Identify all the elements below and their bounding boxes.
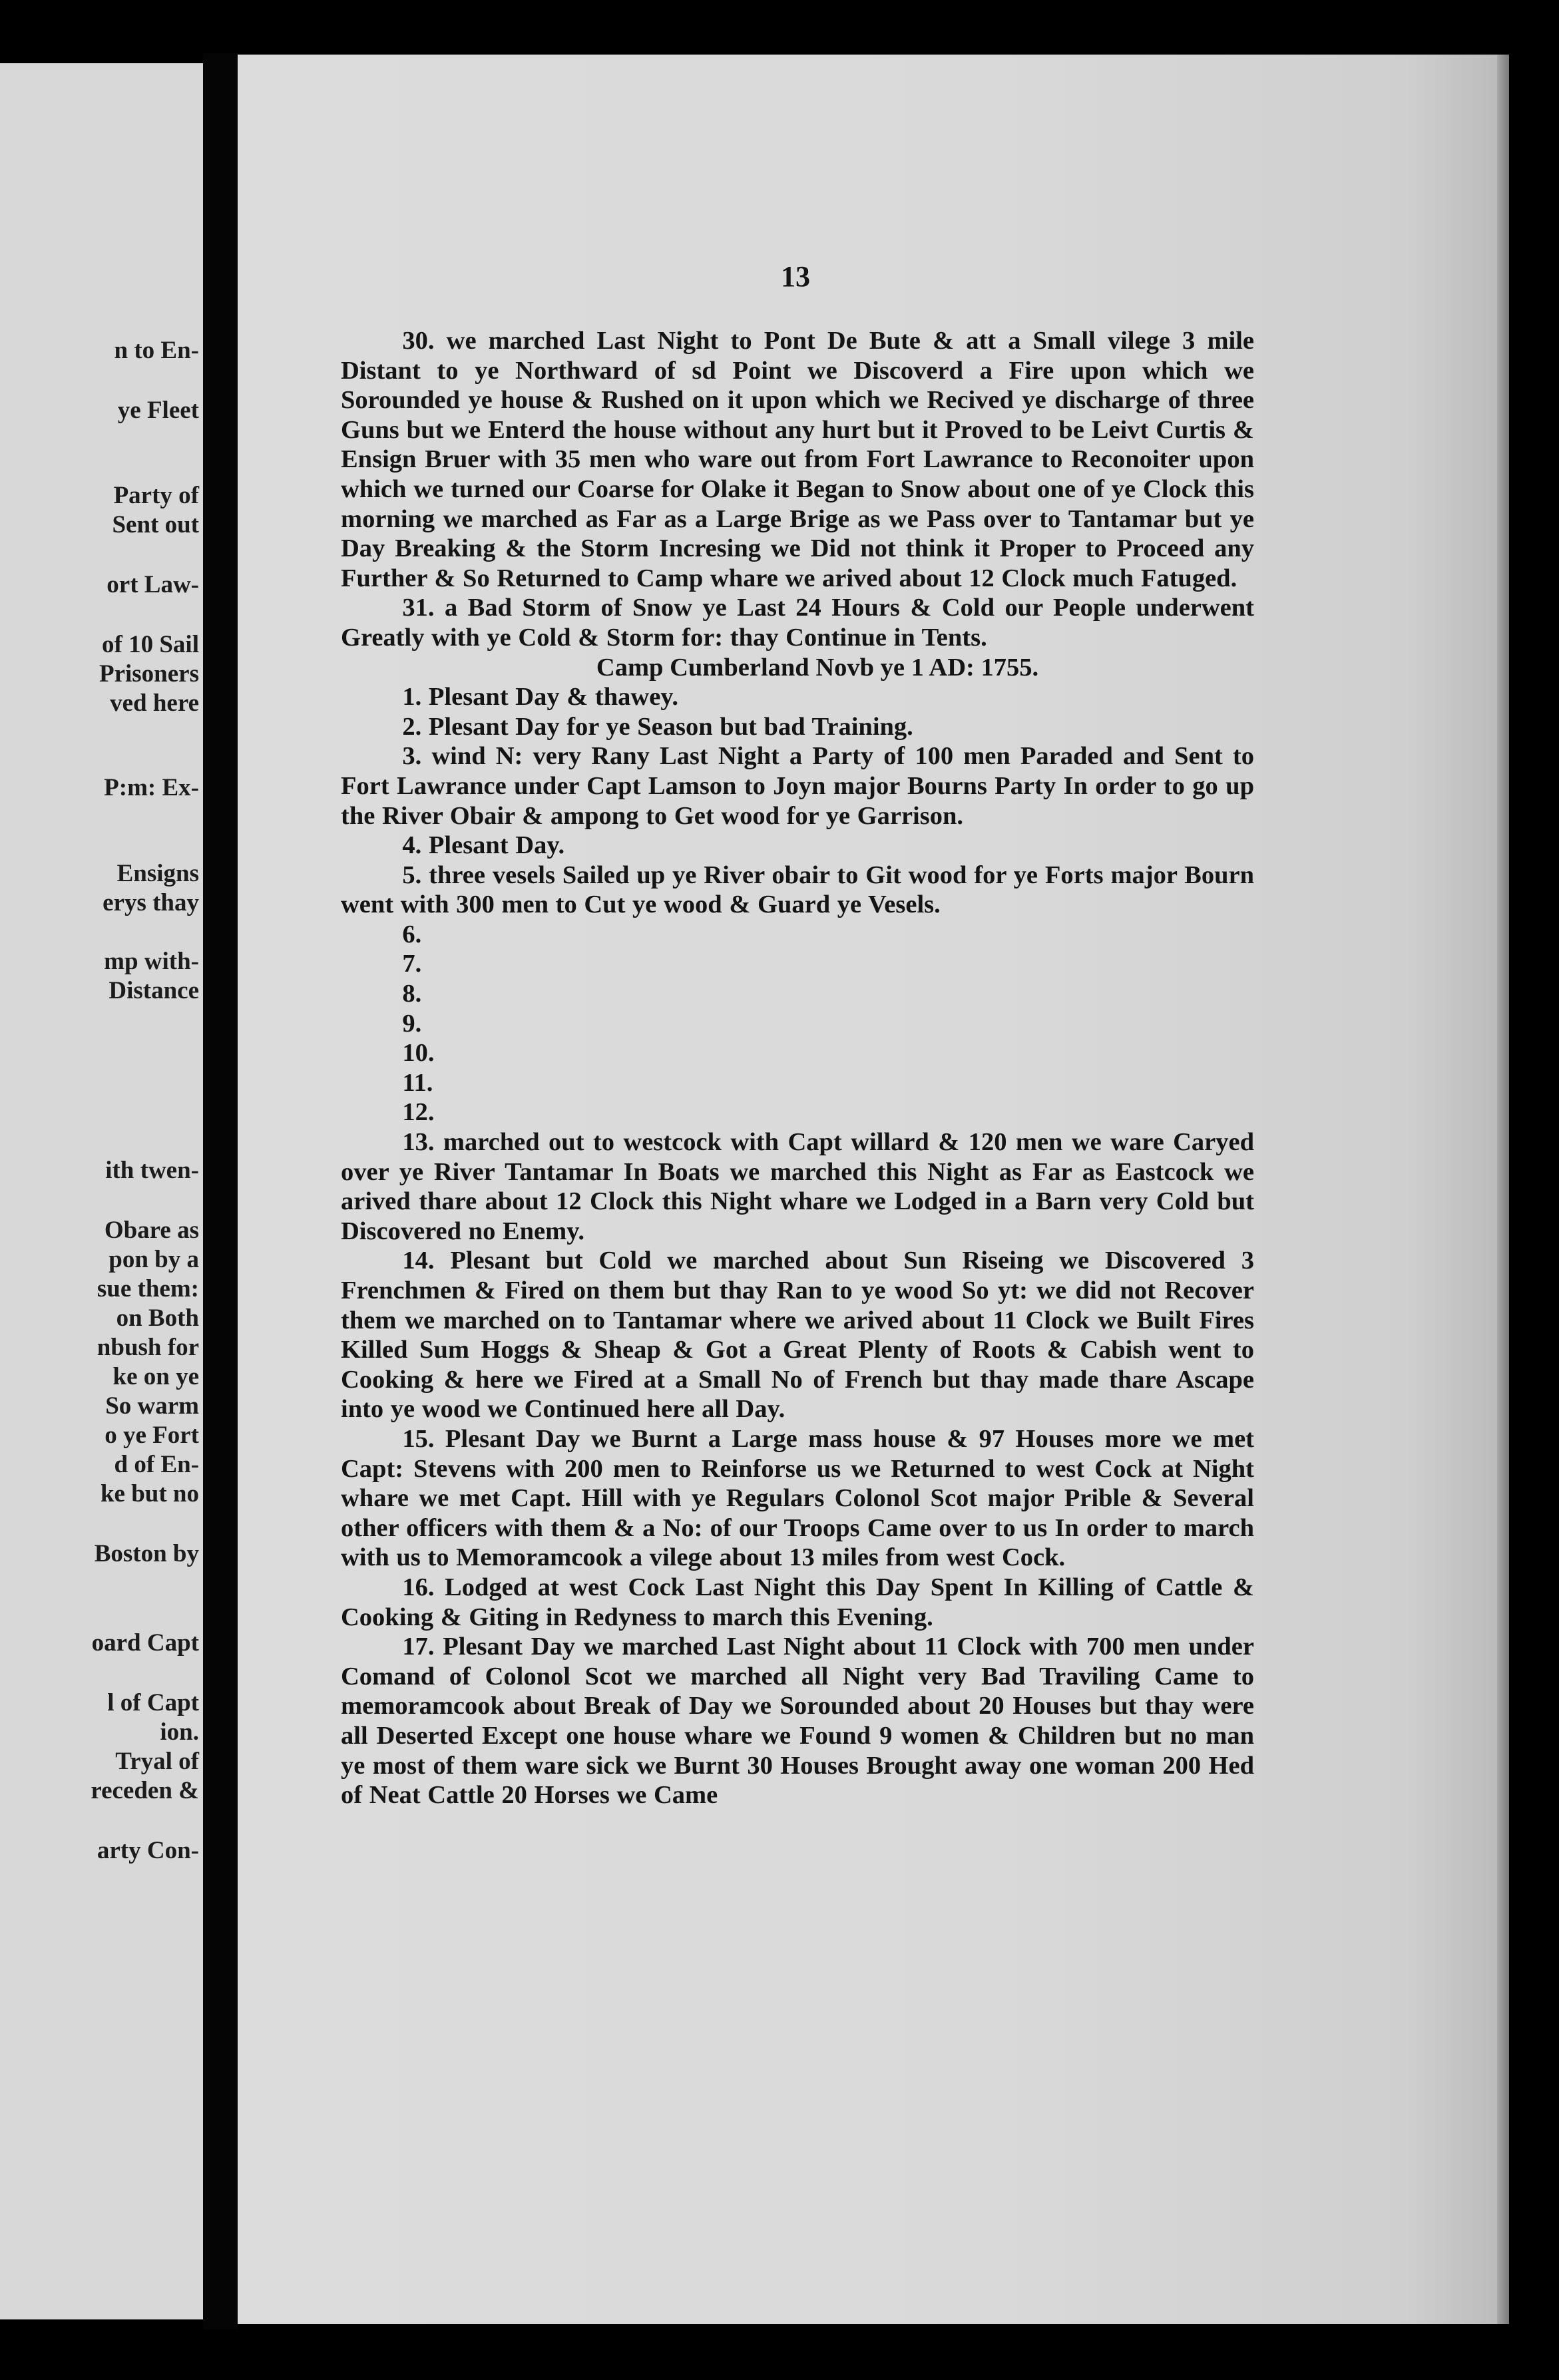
facing-page-line: ye Fleet — [117, 397, 199, 424]
camp-heading: Camp Cumberland Novb ye 1 AD: 1755. — [596, 653, 1039, 682]
entry-nov-5: 5. three vesels Sailed up ye River obair to Git wood for ye Forts major Bourn went with 300 men to Cut ye wood & Guard ye Vesels. — [341, 861, 1254, 919]
facing-page-line: Ensigns — [116, 860, 199, 887]
facing-page-fragment — [0, 63, 203, 2319]
facing-page-line: ke but no — [100, 1480, 199, 1507]
entry-nov-16: 16. Lodged at west Cock Last Night this Day Spent In Killing of Cattle & Cooking & Giting in Redyness to march this Evening. — [341, 1573, 1254, 1631]
entry-nov-7: 7. — [402, 950, 422, 978]
facing-page-line: n to En- — [114, 337, 199, 364]
entry-31: 31. a Bad Storm of Snow ye Last 24 Hours & Cold our People underwent Greatly with ye Cold & Storm for: thay Continue in Tents. — [341, 594, 1254, 652]
entry-nov-4: 4. Plesant Day. — [402, 831, 565, 860]
page-number: 13 — [781, 260, 810, 293]
facing-page-line: Prisoners — [99, 660, 199, 688]
facing-page-line: erys thay — [103, 889, 199, 916]
entry-nov-8: 8. — [402, 980, 422, 1008]
entry-nov-6: 6. — [402, 920, 422, 948]
entry-nov-17: 17. Plesant Day we marched Last Night about 11 Clock with 700 men under Comand of Colonol Scot we marched all Night very Bad Traviling Came to memoramcook about Break of Day we Sorounded about 20 Houses but thay were all Deserted Except one house whare we Found 9 women & Children but no man ye most of them ware sick we Burnt 30 Houses Brought away one woman 200 Hed of Neat Cattle 20 Horses we Came — [341, 1633, 1254, 1810]
facing-page-line: ort Law- — [107, 571, 199, 598]
facing-page-line: d of En- — [114, 1451, 199, 1478]
facing-page-line: So warm — [105, 1392, 199, 1420]
entry-30: 30. we marched Last Night to Pont De Bute & att a Small vilege 3 mile Distant to ye Northward of sd Point we Discoverd a Fire upon which we Sorounded ye house & Rushed on it upon which we Recived ye discharge of three Guns but we Enterd the house without any hurt but it Proved to be Leivt Curtis & Ensign Bruer with 35 men who ware out from Fort Lawrance to Reconoiter upon which we turned our Coarse for Olake it Began to Snow about one of ye Clock this morning we marched as Far as a Large Brige as we Pass over to Tantamar but ye Day Breaking & the Storm Incresing we Did not think it Proper to Proceed any Further & So Returned to Camp whare we arived about 12 Clock much Fatuged. — [341, 327, 1254, 592]
facing-page-line: Sent out — [112, 511, 199, 538]
facing-page-line: Boston by — [94, 1540, 199, 1567]
facing-page-line: ith twen- — [105, 1157, 199, 1184]
entry-nov-10: 10. — [402, 1039, 435, 1068]
facing-page-line: P:m: Ex- — [104, 774, 199, 801]
facing-page-line: o ye Fort — [105, 1422, 199, 1449]
facing-page-line: Distance — [109, 977, 199, 1004]
facing-page-line: on Both — [116, 1304, 199, 1332]
facing-page-line: sue them: — [97, 1275, 199, 1302]
facing-page-line: of 10 Sail — [102, 631, 199, 658]
entry-nov-11: 11. — [402, 1068, 433, 1097]
entry-nov-3: 3. wind N: very Rany Last Night a Party of 100 men Paraded and Sent to Fort Lawrance under Capt Lamson to Joyn major Bourns Party In order to go up the River Obair & ampong to Get wood for ye Garrison. — [341, 742, 1254, 830]
facing-page-line: Party of — [113, 482, 199, 509]
facing-page-line: Obare as — [104, 1217, 199, 1244]
book-gutter — [203, 53, 238, 2329]
page-edge-shadow — [1497, 55, 1509, 2324]
facing-page-line: arty Con- — [97, 1837, 199, 1864]
entry-nov-9: 9. — [402, 1009, 422, 1038]
facing-page-line: l of Capt — [107, 1689, 199, 1716]
entry-nov-2: 2. Plesant Day for ye Season but bad Training. — [402, 712, 913, 741]
journal-text — [341, 326, 1254, 1810]
entry-nov-14: 14. Plesant but Cold we marched about Sun Riseing we Discovered 3 Frenchmen & Fired on them but thay Ran to ye wood So yt: we did not Recover them we marched on to Tantamar where we arived about 11 Clock we Built Fires Killed Sum Hoggs & Sheap & Got a Great Plenty of Roots & Cabish went to Cooking & here we Fired at a Small No of French but thay made thare Ascape into ye wood we Continued here all Day. — [341, 1247, 1254, 1424]
facing-page-line: receden & — [91, 1777, 199, 1804]
entry-nov-1: 1. Plesant Day & thawey. — [402, 683, 679, 711]
facing-page-line: nbush for — [97, 1334, 199, 1361]
facing-page-line: ved here — [110, 690, 199, 717]
entry-nov-15: 15. Plesant Day we Burnt a Large mass house & 97 Houses more we met Capt: Stevens with 200 men to Reinforse us we Returned to west Cock at Night whare we met Capt. Hill with ye Regulars Colonol Scot major Prible & Several other officers with them & a No: of our Troops Came over to us In order to march with us to Memoramcook a vilege about 13 miles from west Cock. — [341, 1424, 1254, 1572]
entry-nov-12: 12. — [402, 1098, 435, 1127]
facing-page-line: ion. — [160, 1718, 199, 1746]
facing-page-line: oard Capt — [91, 1629, 199, 1657]
facing-page-line: mp with- — [104, 948, 199, 975]
facing-page-line: Tryal of — [115, 1748, 199, 1775]
entry-nov-13: 13. marched out to westcock with Capt willard & 120 men we ware Caryed over ye River Tantamar In Boats we marched this Night as Far as Eastcock we arived thare about 12 Clock this Night whare we Lodged in a Barn very Cold but Discovered no Enemy. — [341, 1128, 1254, 1245]
facing-page-line: pon by a — [109, 1246, 199, 1273]
facing-page-line: ke on ye — [112, 1363, 199, 1390]
